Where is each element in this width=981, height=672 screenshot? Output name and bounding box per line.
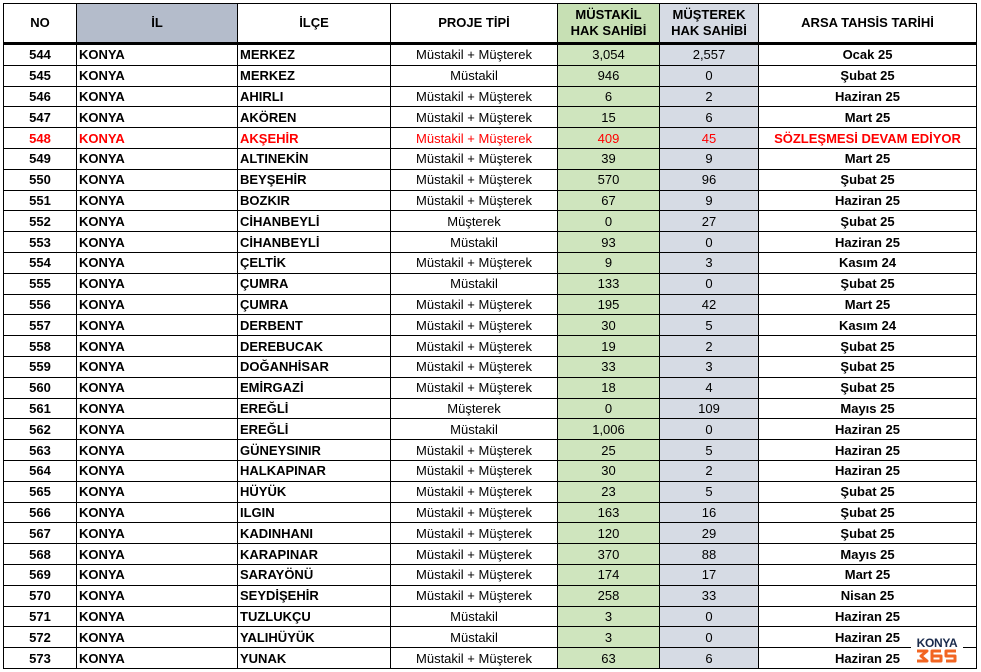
cell-il: KONYA — [77, 294, 238, 315]
cell-mustakil-hak-sahibi: 0 — [558, 211, 660, 232]
cell-il: KONYA — [77, 481, 238, 502]
cell-arsa-tahsis-tarihi: Mart 25 — [759, 148, 977, 169]
table-row — [4, 564, 977, 585]
table-row — [4, 148, 977, 169]
cell-musterek-hak-sahibi: 109 — [660, 398, 759, 419]
cell-arsa-tahsis-tarihi: Mayıs 25 — [759, 398, 977, 419]
cell-mustakil-hak-sahibi: 163 — [558, 502, 660, 523]
table-row — [4, 211, 977, 232]
cell-arsa-tahsis-tarihi: Şubat 25 — [759, 481, 977, 502]
cell-no: 561 — [4, 398, 77, 419]
cell-mustakil-hak-sahibi: 63 — [558, 648, 660, 669]
cell-ilce: YUNAK — [238, 648, 391, 669]
cell-proje-tipi: Müstakil + Müşterek — [391, 460, 558, 481]
cell-arsa-tahsis-tarihi: Şubat 25 — [759, 356, 977, 377]
cell-arsa-tahsis-tarihi: Haziran 25 — [759, 232, 977, 253]
table-row — [4, 294, 977, 315]
cell-mustakil-hak-sahibi: 30 — [558, 460, 660, 481]
table-row — [4, 398, 977, 419]
cell-no: 569 — [4, 564, 77, 585]
cell-il: KONYA — [77, 211, 238, 232]
table-row — [4, 65, 977, 86]
cell-no: 565 — [4, 481, 77, 502]
cell-proje-tipi: Müstakil + Müşterek — [391, 544, 558, 565]
cell-ilce: SEYDİŞEHİR — [238, 585, 391, 606]
cell-ilce: CİHANBEYLİ — [238, 232, 391, 253]
cell-musterek-hak-sahibi: 5 — [660, 315, 759, 336]
cell-mustakil-hak-sahibi: 258 — [558, 585, 660, 606]
cell-il: KONYA — [77, 627, 238, 648]
cell-no: 570 — [4, 585, 77, 606]
cell-musterek-hak-sahibi: 9 — [660, 190, 759, 211]
cell-mustakil-hak-sahibi: 195 — [558, 294, 660, 315]
cell-mustakil-hak-sahibi: 25 — [558, 440, 660, 461]
table-row — [4, 627, 977, 648]
cell-no: 558 — [4, 336, 77, 357]
cell-il: KONYA — [77, 544, 238, 565]
cell-il: KONYA — [77, 190, 238, 211]
cell-il: KONYA — [77, 315, 238, 336]
cell-musterek-hak-sahibi: 2,557 — [660, 44, 759, 66]
cell-arsa-tahsis-tarihi: Mart 25 — [759, 564, 977, 585]
cell-proje-tipi: Müstakil + Müşterek — [391, 315, 558, 336]
cell-arsa-tahsis-tarihi: Şubat 25 — [759, 169, 977, 190]
cell-ilce: SARAYÖNÜ — [238, 564, 391, 585]
cell-no: 557 — [4, 315, 77, 336]
cell-proje-tipi: Müstakil + Müşterek — [391, 585, 558, 606]
table-row — [4, 128, 977, 149]
cell-proje-tipi: Müstakil + Müşterek — [391, 44, 558, 66]
table-row — [4, 315, 977, 336]
cell-proje-tipi: Müstakil + Müşterek — [391, 336, 558, 357]
cell-musterek-hak-sahibi: 6 — [660, 648, 759, 669]
cell-arsa-tahsis-tarihi: Haziran 25 — [759, 440, 977, 461]
cell-musterek-hak-sahibi: 96 — [660, 169, 759, 190]
cell-no: 546 — [4, 86, 77, 107]
table-row — [4, 502, 977, 523]
cell-no: 571 — [4, 606, 77, 627]
cell-arsa-tahsis-tarihi: Şubat 25 — [759, 65, 977, 86]
cell-arsa-tahsis-tarihi: Şubat 25 — [759, 377, 977, 398]
cell-proje-tipi: Müstakil + Müşterek — [391, 148, 558, 169]
cell-musterek-hak-sahibi: 88 — [660, 544, 759, 565]
cell-musterek-hak-sahibi: 16 — [660, 502, 759, 523]
cell-proje-tipi: Müstakil + Müşterek — [391, 481, 558, 502]
cell-arsa-tahsis-tarihi: Mart 25 — [759, 107, 977, 128]
cell-mustakil-hak-sahibi: 15 — [558, 107, 660, 128]
cell-ilce: HÜYÜK — [238, 481, 391, 502]
cell-arsa-tahsis-tarihi: Ocak 25 — [759, 44, 977, 66]
table-row — [4, 377, 977, 398]
table-row — [4, 481, 977, 502]
header-musterek-line2: HAK SAHİBİ — [671, 23, 747, 38]
cell-proje-tipi: Müstakil + Müşterek — [391, 252, 558, 273]
cell-arsa-tahsis-tarihi: Nisan 25 — [759, 585, 977, 606]
cell-musterek-hak-sahibi: 2 — [660, 460, 759, 481]
header-arsa-tahsis-tarihi: ARSA TAHSİS TARİHİ — [759, 4, 977, 44]
cell-ilce: ÇUMRA — [238, 273, 391, 294]
konya365-logo — [911, 636, 963, 664]
cell-ilce: ÇUMRA — [238, 294, 391, 315]
cell-arsa-tahsis-tarihi: Şubat 25 — [759, 502, 977, 523]
cell-mustakil-hak-sahibi: 9 — [558, 252, 660, 273]
cell-ilce: AKÖREN — [238, 107, 391, 128]
cell-proje-tipi: Müstakil + Müşterek — [391, 356, 558, 377]
cell-il: KONYA — [77, 232, 238, 253]
cell-mustakil-hak-sahibi: 93 — [558, 232, 660, 253]
cell-mustakil-hak-sahibi: 6 — [558, 86, 660, 107]
cell-no: 544 — [4, 44, 77, 66]
table-row — [4, 648, 977, 669]
cell-mustakil-hak-sahibi: 120 — [558, 523, 660, 544]
cell-proje-tipi: Müstakil + Müşterek — [391, 128, 558, 149]
cell-musterek-hak-sahibi: 29 — [660, 523, 759, 544]
cell-ilce: EREĞLİ — [238, 398, 391, 419]
cell-proje-tipi: Müstakil + Müşterek — [391, 502, 558, 523]
cell-il: KONYA — [77, 440, 238, 461]
header-mustakil-line1: MÜSTAKİL — [575, 7, 642, 22]
cell-arsa-tahsis-tarihi: Haziran 25 — [759, 419, 977, 440]
cell-ilce: GÜNEYSINIR — [238, 440, 391, 461]
cell-no: 556 — [4, 294, 77, 315]
table-body — [4, 44, 977, 669]
cell-mustakil-hak-sahibi: 370 — [558, 544, 660, 565]
cell-il: KONYA — [77, 460, 238, 481]
cell-il: KONYA — [77, 648, 238, 669]
cell-il: KONYA — [77, 606, 238, 627]
cell-arsa-tahsis-tarihi: Şubat 25 — [759, 211, 977, 232]
cell-no: 553 — [4, 232, 77, 253]
cell-musterek-hak-sahibi: 3 — [660, 356, 759, 377]
cell-musterek-hak-sahibi: 33 — [660, 585, 759, 606]
cell-ilce: CİHANBEYLİ — [238, 211, 391, 232]
cell-mustakil-hak-sahibi: 570 — [558, 169, 660, 190]
cell-no: 573 — [4, 648, 77, 669]
cell-no: 568 — [4, 544, 77, 565]
cell-proje-tipi: Müstakil — [391, 232, 558, 253]
cell-ilce: ÇELTİK — [238, 252, 391, 273]
cell-ilce: TUZLUKÇU — [238, 606, 391, 627]
cell-musterek-hak-sahibi: 0 — [660, 419, 759, 440]
cell-musterek-hak-sahibi: 2 — [660, 86, 759, 107]
cell-arsa-tahsis-tarihi: Şubat 25 — [759, 336, 977, 357]
cell-mustakil-hak-sahibi: 30 — [558, 315, 660, 336]
cell-mustakil-hak-sahibi: 19 — [558, 336, 660, 357]
cell-il: KONYA — [77, 336, 238, 357]
cell-proje-tipi: Müstakil + Müşterek — [391, 190, 558, 211]
cell-ilce: EREĞLİ — [238, 419, 391, 440]
cell-mustakil-hak-sahibi: 18 — [558, 377, 660, 398]
table-row — [4, 460, 977, 481]
cell-no: 560 — [4, 377, 77, 398]
cell-no: 554 — [4, 252, 77, 273]
cell-arsa-tahsis-tarihi: Şubat 25 — [759, 273, 977, 294]
header-ilce: İLÇE — [238, 4, 391, 44]
cell-musterek-hak-sahibi: 5 — [660, 481, 759, 502]
cell-proje-tipi: Müstakil + Müşterek — [391, 294, 558, 315]
cell-no: 566 — [4, 502, 77, 523]
table-row — [4, 544, 977, 565]
cell-proje-tipi: Müstakil + Müşterek — [391, 648, 558, 669]
cell-proje-tipi: Müstakil — [391, 419, 558, 440]
cell-il: KONYA — [77, 169, 238, 190]
cell-ilce: MERKEZ — [238, 44, 391, 66]
cell-no: 567 — [4, 523, 77, 544]
cell-mustakil-hak-sahibi: 3 — [558, 606, 660, 627]
cell-proje-tipi: Müstakil + Müşterek — [391, 440, 558, 461]
cell-proje-tipi: Müstakil + Müşterek — [391, 523, 558, 544]
cell-mustakil-hak-sahibi: 23 — [558, 481, 660, 502]
header-mustakil-hak-sahibi — [558, 4, 660, 44]
cell-arsa-tahsis-tarihi: Kasım 24 — [759, 315, 977, 336]
cell-ilce: DEREBUCAK — [238, 336, 391, 357]
cell-proje-tipi: Müstakil + Müşterek — [391, 107, 558, 128]
cell-mustakil-hak-sahibi: 409 — [558, 128, 660, 149]
cell-arsa-tahsis-tarihi: Haziran 25 — [759, 648, 977, 669]
cell-il: KONYA — [77, 107, 238, 128]
cell-il: KONYA — [77, 377, 238, 398]
cell-mustakil-hak-sahibi: 33 — [558, 356, 660, 377]
cell-no: 572 — [4, 627, 77, 648]
cell-arsa-tahsis-tarihi: Mayıs 25 — [759, 544, 977, 565]
cell-proje-tipi: Müşterek — [391, 211, 558, 232]
konya365-logo-icon — [915, 648, 959, 663]
cell-proje-tipi: Müstakil — [391, 606, 558, 627]
cell-proje-tipi: Müstakil + Müşterek — [391, 564, 558, 585]
cell-ilce: MERKEZ — [238, 65, 391, 86]
cell-proje-tipi: Müşterek — [391, 398, 558, 419]
cell-arsa-tahsis-tarihi: SÖZLEŞMESİ DEVAM EDİYOR — [759, 128, 977, 149]
cell-il: KONYA — [77, 65, 238, 86]
table-row — [4, 356, 977, 377]
cell-proje-tipi: Müstakil + Müşterek — [391, 169, 558, 190]
header-musterek-hak-sahibi — [660, 4, 759, 44]
cell-musterek-hak-sahibi: 17 — [660, 564, 759, 585]
cell-no: 549 — [4, 148, 77, 169]
cell-mustakil-hak-sahibi: 67 — [558, 190, 660, 211]
cell-musterek-hak-sahibi: 6 — [660, 107, 759, 128]
cell-ilce: BEYŞEHİR — [238, 169, 391, 190]
cell-musterek-hak-sahibi: 0 — [660, 65, 759, 86]
table-row — [4, 273, 977, 294]
cell-ilce: YALIHÜYÜK — [238, 627, 391, 648]
cell-ilce: KARAPINAR — [238, 544, 391, 565]
cell-il: KONYA — [77, 86, 238, 107]
cell-ilce: DOĞANHİSAR — [238, 356, 391, 377]
cell-il: KONYA — [77, 148, 238, 169]
cell-mustakil-hak-sahibi: 174 — [558, 564, 660, 585]
cell-ilce: KADINHANI — [238, 523, 391, 544]
cell-ilce: ILGIN — [238, 502, 391, 523]
cell-ilce: AKŞEHİR — [238, 128, 391, 149]
cell-musterek-hak-sahibi: 45 — [660, 128, 759, 149]
cell-il: KONYA — [77, 398, 238, 419]
cell-musterek-hak-sahibi: 0 — [660, 232, 759, 253]
header-musterek-line1: MÜŞTEREK — [672, 7, 746, 22]
cell-proje-tipi: Müstakil — [391, 273, 558, 294]
cell-proje-tipi: Müstakil — [391, 627, 558, 648]
cell-il: KONYA — [77, 502, 238, 523]
cell-ilce: BOZKIR — [238, 190, 391, 211]
data-table — [3, 3, 977, 669]
cell-no: 547 — [4, 107, 77, 128]
cell-il: KONYA — [77, 585, 238, 606]
table-row — [4, 585, 977, 606]
cell-il: KONYA — [77, 252, 238, 273]
table-row — [4, 44, 977, 66]
table-row — [4, 190, 977, 211]
cell-il: KONYA — [77, 419, 238, 440]
cell-arsa-tahsis-tarihi: Haziran 25 — [759, 627, 977, 648]
cell-no: 563 — [4, 440, 77, 461]
cell-musterek-hak-sahibi: 5 — [660, 440, 759, 461]
cell-il: KONYA — [77, 44, 238, 66]
cell-proje-tipi: Müstakil + Müşterek — [391, 86, 558, 107]
cell-ilce: HALKAPINAR — [238, 460, 391, 481]
cell-musterek-hak-sahibi: 2 — [660, 336, 759, 357]
cell-arsa-tahsis-tarihi: Kasım 24 — [759, 252, 977, 273]
header-proje-tipi: PROJE TİPİ — [391, 4, 558, 44]
cell-il: KONYA — [77, 273, 238, 294]
cell-musterek-hak-sahibi: 0 — [660, 273, 759, 294]
table-row — [4, 606, 977, 627]
cell-mustakil-hak-sahibi: 3,054 — [558, 44, 660, 66]
cell-no: 562 — [4, 419, 77, 440]
table-row — [4, 440, 977, 461]
cell-musterek-hak-sahibi: 0 — [660, 606, 759, 627]
table-row — [4, 523, 977, 544]
cell-ilce: EMİRGAZİ — [238, 377, 391, 398]
cell-ilce: DERBENT — [238, 315, 391, 336]
header-row — [4, 4, 977, 44]
cell-mustakil-hak-sahibi: 133 — [558, 273, 660, 294]
table-row — [4, 252, 977, 273]
cell-ilce: ALTINEKİN — [238, 148, 391, 169]
cell-no: 550 — [4, 169, 77, 190]
cell-mustakil-hak-sahibi: 946 — [558, 65, 660, 86]
cell-proje-tipi: Müstakil — [391, 65, 558, 86]
cell-musterek-hak-sahibi: 42 — [660, 294, 759, 315]
header-mustakil-line2: HAK SAHİBİ — [570, 23, 647, 38]
cell-musterek-hak-sahibi: 9 — [660, 148, 759, 169]
table-row — [4, 336, 977, 357]
cell-mustakil-hak-sahibi: 0 — [558, 398, 660, 419]
cell-il: KONYA — [77, 564, 238, 585]
cell-no: 552 — [4, 211, 77, 232]
cell-no: 548 — [4, 128, 77, 149]
cell-mustakil-hak-sahibi: 39 — [558, 148, 660, 169]
table-row — [4, 419, 977, 440]
cell-il: KONYA — [77, 128, 238, 149]
cell-ilce: AHIRLI — [238, 86, 391, 107]
cell-arsa-tahsis-tarihi: Haziran 25 — [759, 460, 977, 481]
cell-musterek-hak-sahibi: 27 — [660, 211, 759, 232]
cell-proje-tipi: Müstakil + Müşterek — [391, 377, 558, 398]
cell-no: 555 — [4, 273, 77, 294]
cell-musterek-hak-sahibi: 0 — [660, 627, 759, 648]
logo-wordmark: KONYA — [916, 636, 958, 650]
cell-arsa-tahsis-tarihi: Şubat 25 — [759, 523, 977, 544]
table-row — [4, 86, 977, 107]
cell-no: 545 — [4, 65, 77, 86]
cell-no: 564 — [4, 460, 77, 481]
cell-arsa-tahsis-tarihi: Haziran 25 — [759, 606, 977, 627]
cell-il: KONYA — [77, 523, 238, 544]
header-no: NO — [4, 4, 77, 44]
table-row — [4, 232, 977, 253]
cell-musterek-hak-sahibi: 4 — [660, 377, 759, 398]
cell-no: 551 — [4, 190, 77, 211]
table-row — [4, 169, 977, 190]
header-il: İL — [77, 4, 238, 44]
cell-arsa-tahsis-tarihi: Haziran 25 — [759, 190, 977, 211]
cell-il: KONYA — [77, 356, 238, 377]
cell-arsa-tahsis-tarihi: Mart 25 — [759, 294, 977, 315]
cell-arsa-tahsis-tarihi: Haziran 25 — [759, 86, 977, 107]
cell-no: 559 — [4, 356, 77, 377]
cell-musterek-hak-sahibi: 3 — [660, 252, 759, 273]
cell-mustakil-hak-sahibi: 1,006 — [558, 419, 660, 440]
cell-mustakil-hak-sahibi: 3 — [558, 627, 660, 648]
table-row — [4, 107, 977, 128]
